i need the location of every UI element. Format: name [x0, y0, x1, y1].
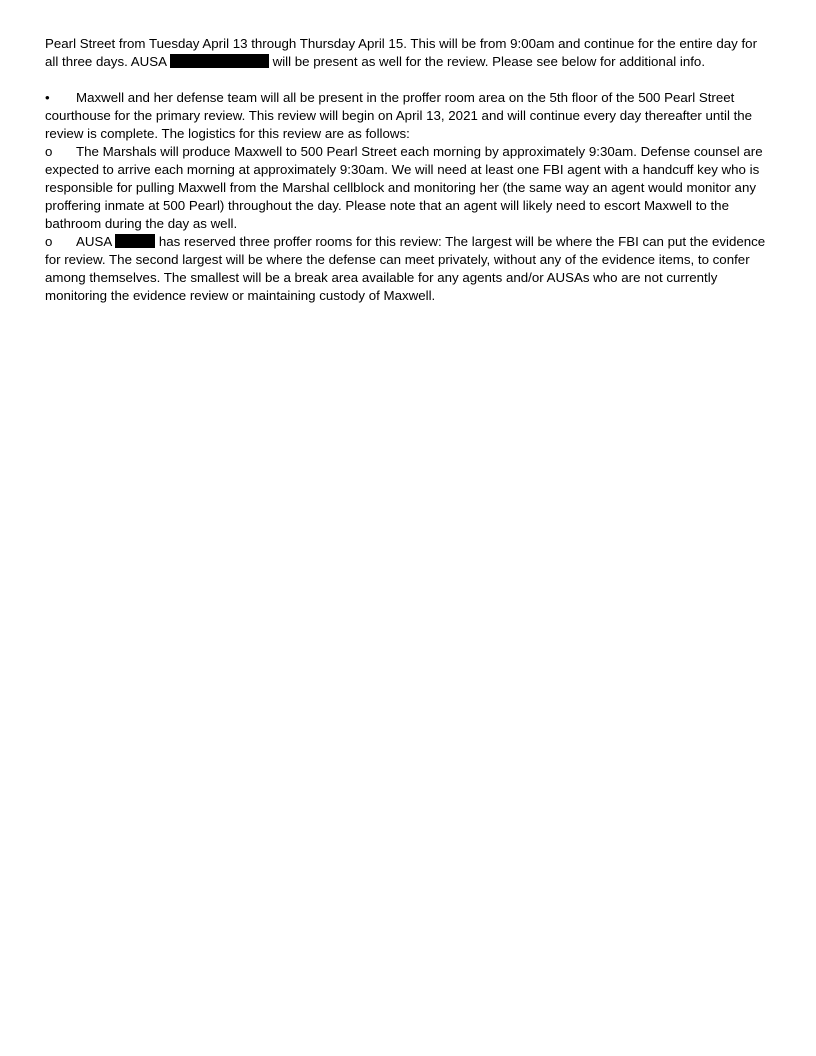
intro-text-part2: will be present as well for the review. Please see below for additional info.	[272, 54, 706, 69]
document-page	[45, 35, 773, 305]
sub-item-text: has reserved three proffer rooms for this review: The largest will be where the FBI can put the evidence for review. The second largest will be where the defense can meet privately, without any of the evidence items, to confer among themselves. The smallest will be a break area available for any agents and/or AUSAs who are not currently monitoring the evidence review or maintaining custody of Maxwell.	[45, 234, 766, 303]
sub-item-prefix: AUSA	[76, 234, 112, 249]
sub-item-marshals	[45, 143, 773, 233]
sub-item-text: The Marshals will produce Maxwell to 500 Pearl Street each morning by approximately 9:30am. Defense counsel are expected to arrive each morning at approximately 9:30am. We will need at least one FBI agent with a handcuff key who is responsible for pulling Maxwell from the Marshal cellblock and monitoring her (the same way an agent would monitor any proffering inmate at 500 Pearl) throughout the day. Please note that an agent will likely need to escort Maxwell to the bathroom during the day as well.	[45, 144, 763, 231]
bullet-item	[45, 89, 773, 143]
sub-item-marker: o	[45, 144, 53, 159]
redaction-box	[170, 54, 269, 68]
bullet-marker: •	[45, 90, 50, 105]
intro-text-part1: Pearl Street from Tuesday April 13 through Thursday April 15. This will be from 9:00am and continue for the entire day for all three days. AUSA	[45, 36, 758, 69]
sub-item-marker: o	[45, 234, 53, 249]
sub-item-proffer-rooms	[45, 233, 773, 305]
redaction-box	[115, 234, 155, 248]
intro-paragraph	[45, 35, 773, 71]
bullet-text: Maxwell and her defense team will all be present in the proffer room area on the 5th floor of the 500 Pearl Street courthouse for the primary review. This review will begin on April 13, 2021 and will continue every day thereafter until the review is complete. The logistics for this review are as follows:	[45, 90, 753, 141]
